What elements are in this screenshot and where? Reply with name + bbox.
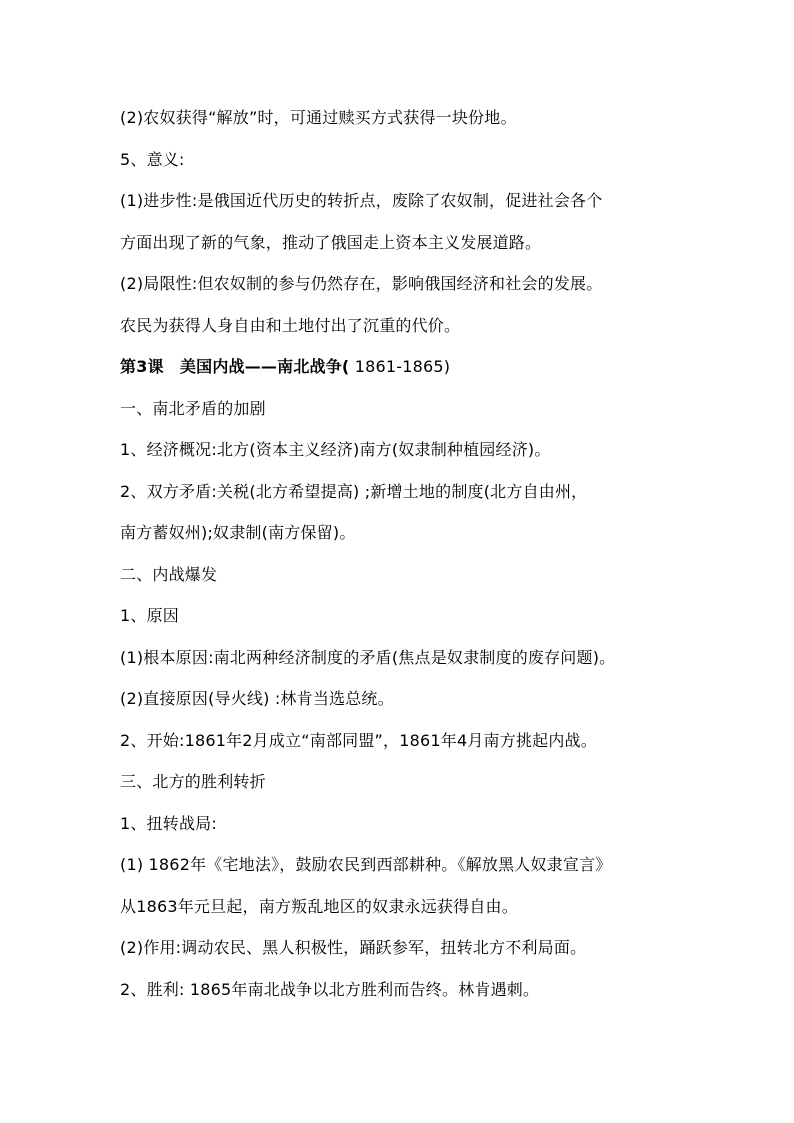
text-line: (2)农奴获得“解放”时，可通过赎买方式获得一块份地。 (120, 108, 517, 127)
text-line: (2)局限性:但农奴制的参与仍然存在，影响俄国经济和社会的发展。 (120, 274, 603, 293)
section-heading: 三、北方的胜利转折 (120, 772, 266, 791)
text-line: 2、开始:1861年2月成立“南部同盟”，1861年4月南方挑起内战。 (120, 731, 597, 750)
lesson-heading (120, 357, 450, 377)
text-line: 方面出现了新的气象，推动了俄国走上资本主义发展道路。 (120, 233, 542, 252)
text-line: 1、原因 (120, 606, 179, 625)
lesson-heading-years: 1861-1865) (349, 357, 451, 376)
text-line: 1、扭转战局: (120, 814, 217, 833)
lesson-heading-subtitle: ——南北战争( (244, 357, 350, 376)
text-line: 南方蓄奴州);奴隶制(南方保留)。 (120, 523, 356, 542)
text-line: (1)根本原因:南北两种经济制度的矛盾(焦点是奴隶制度的废存问题)。 (120, 648, 616, 667)
text-line: (2)作用:调动农民、黑人积极性，踊跃参军，扭转北方不利局面。 (120, 938, 587, 957)
section-heading: 5、意义: (120, 150, 185, 169)
text-line: (1) 1862年《宅地法》，鼓励农民到西部耕种。《解放黑人奴隶宣言》 (120, 855, 612, 874)
lesson-heading-label: 第3课 美国内战 (120, 357, 245, 376)
text-line: 1、经济概况:北方(资本主义经济)南方(奴隶制种植园经济)。 (120, 440, 551, 459)
section-heading: 一、南北矛盾的加剧 (120, 399, 266, 418)
text-line: (2)直接原因(导火线) :林肯当选总统。 (120, 689, 394, 708)
text-line: 农民为获得人身自由和土地付出了沉重的代价。 (120, 316, 461, 335)
text-line: (1)进步性:是俄国近代历史的转折点，废除了农奴制，促进社会各个 (120, 191, 603, 210)
text-line: 从1863年元旦起，南方叛乱地区的奴隶永远获得自由。 (120, 897, 518, 916)
section-heading: 二、内战爆发 (120, 565, 218, 584)
text-line: 2、双方矛盾:关税(北方希望提高) ;新增土地的制度(北方自由州， (120, 482, 588, 501)
text-line: 2、胜利: 1865年南北战争以北方胜利而告终。林肯遇刺。 (120, 980, 540, 999)
